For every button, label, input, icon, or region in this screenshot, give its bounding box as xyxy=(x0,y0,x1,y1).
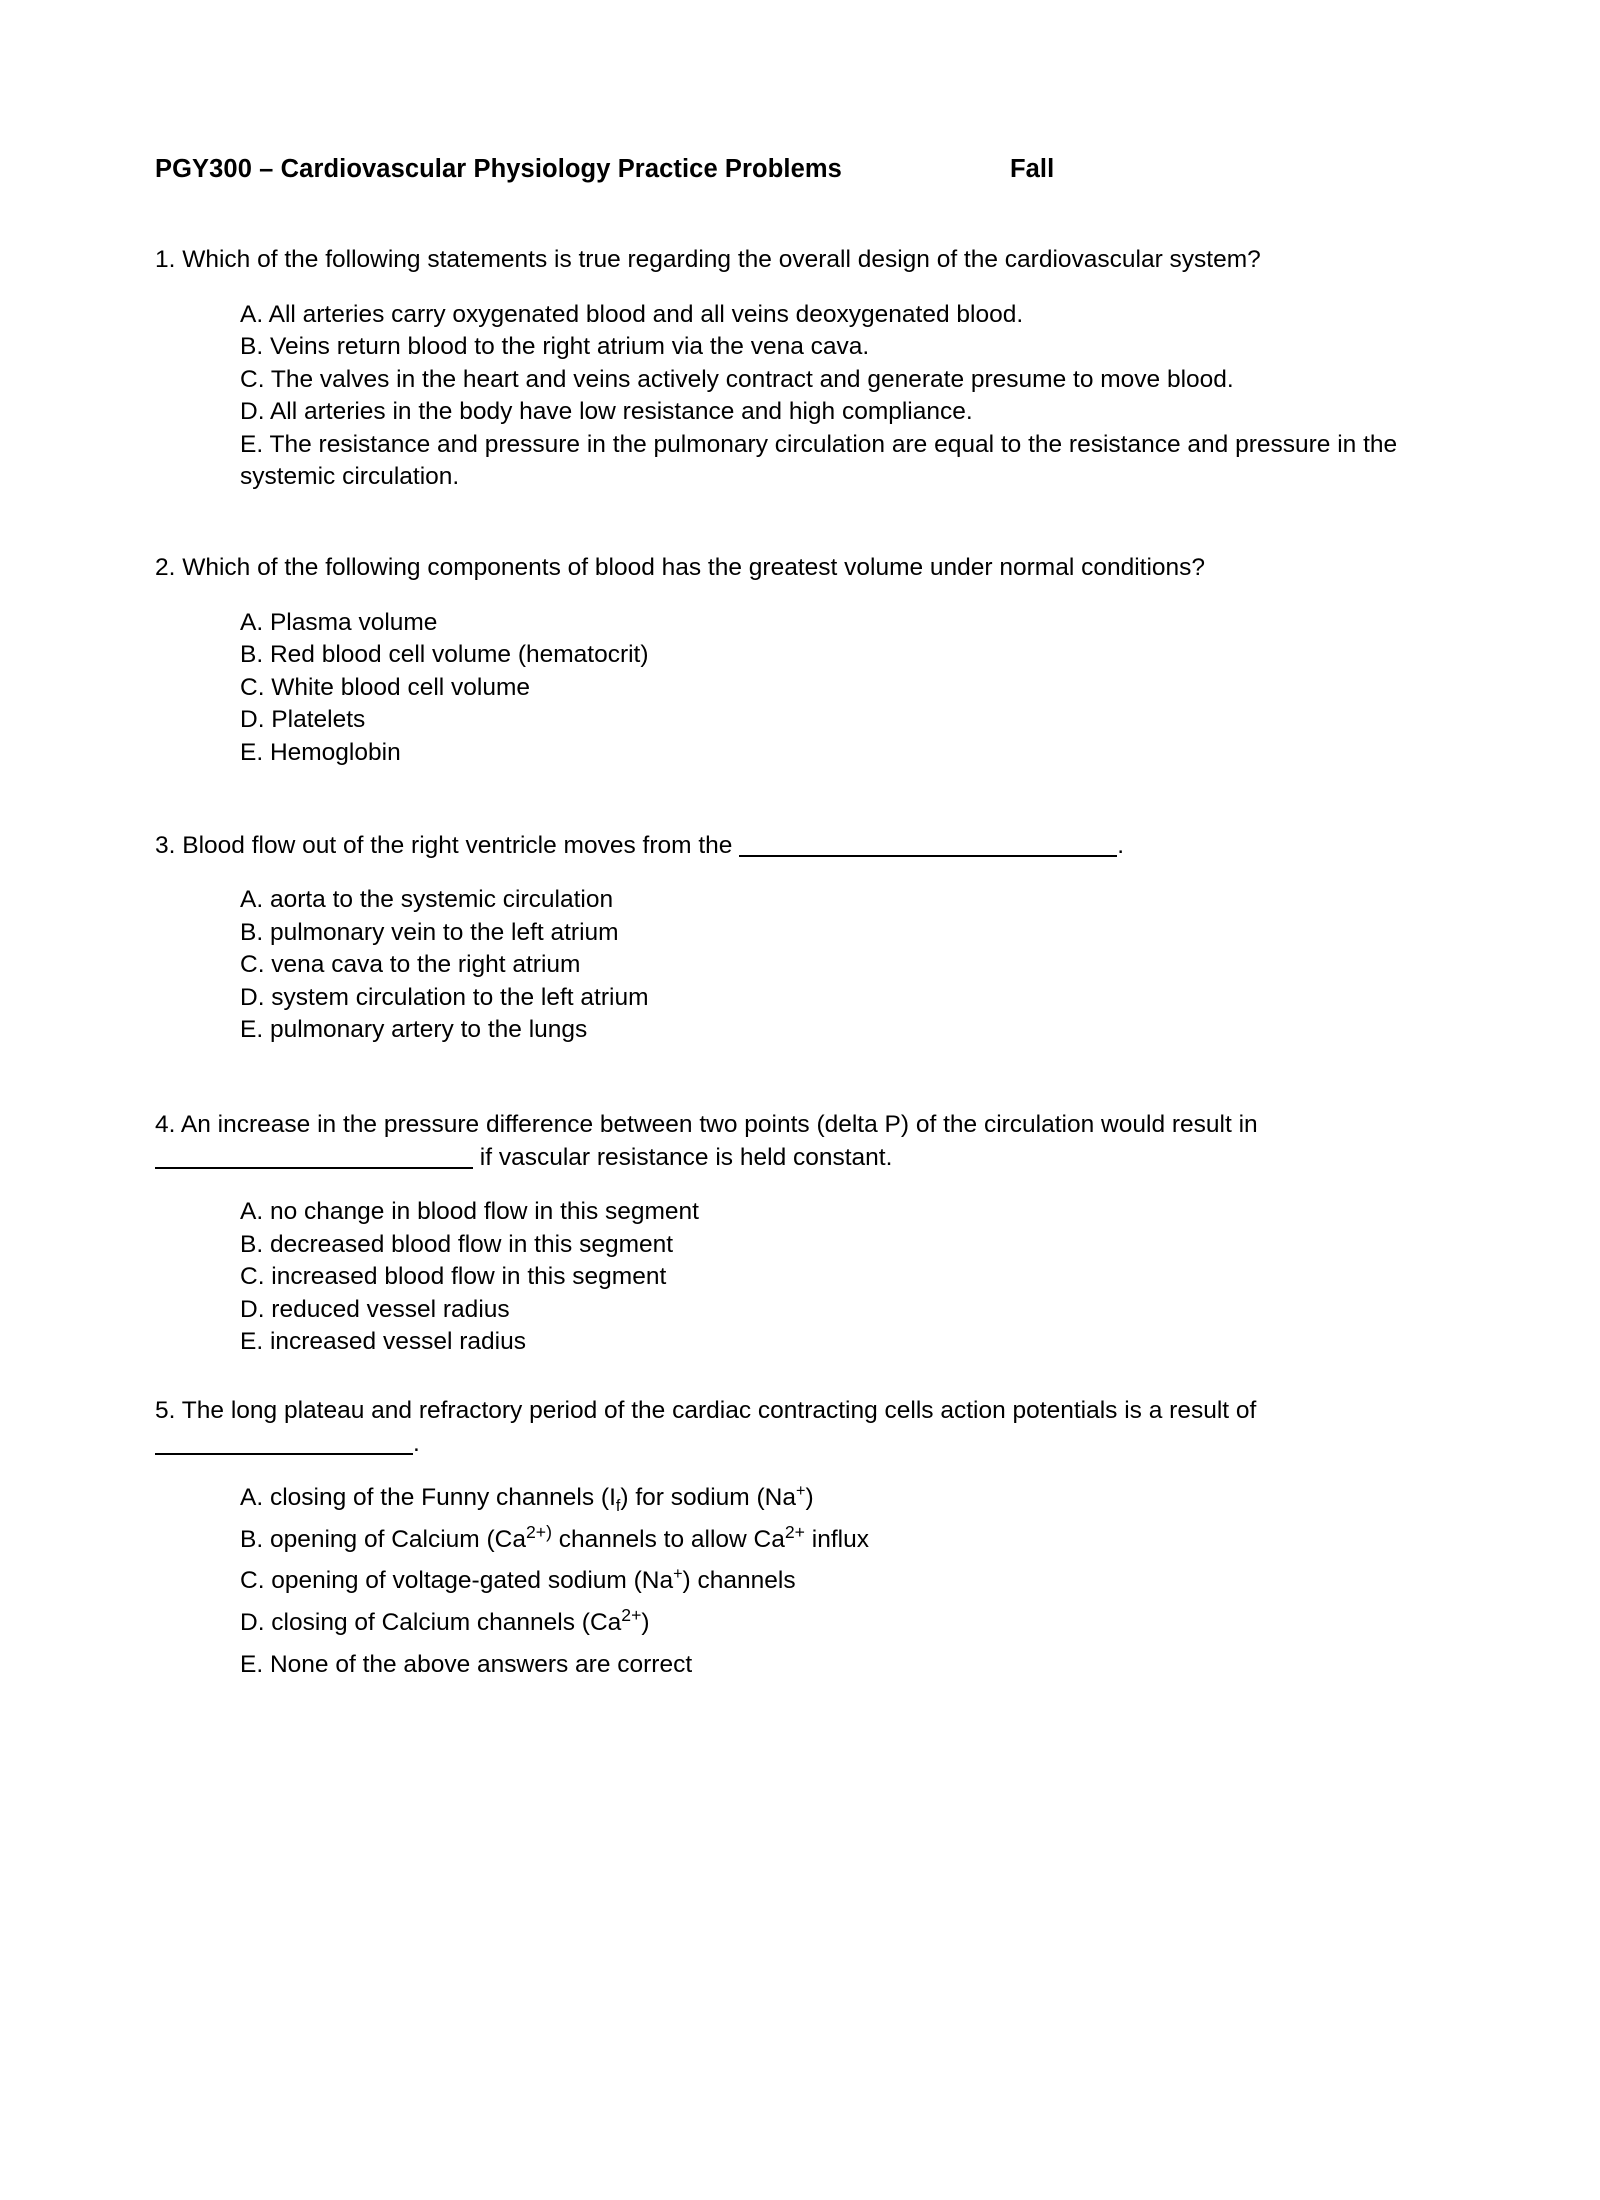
question-5-options xyxy=(155,1482,1450,1681)
option-item[interactable]: D. reduced vessel radius xyxy=(240,1295,510,1323)
question-3-options xyxy=(155,884,1450,1047)
option-item[interactable] xyxy=(240,1482,1450,1515)
option-a-text2: ) for sodium (Na xyxy=(620,1484,797,1512)
term-label: Fall xyxy=(1009,155,1055,183)
question-3-stem-end: . xyxy=(1117,831,1125,859)
option-b-tail: influx xyxy=(804,1525,869,1553)
question-2-options xyxy=(155,607,1450,770)
option-item[interactable]: D. Platelets xyxy=(240,706,366,734)
option-item[interactable]: E. Hemoglobin xyxy=(240,738,401,766)
question-4 xyxy=(155,1109,1450,1359)
option-item[interactable] xyxy=(240,1604,1450,1640)
section-gap xyxy=(155,494,1450,552)
superscript-charge: 2+) xyxy=(525,1521,552,1542)
option-a-tail: ) xyxy=(805,1484,814,1512)
superscript-charge: + xyxy=(673,1565,683,1584)
question-4-options xyxy=(155,1196,1450,1359)
option-item[interactable]: A. All arteries carry oxygenated blood and all veins deoxygenated blood. xyxy=(240,300,1024,328)
question-3-stem-text: 3. Blood flow out of the right ventricle moves from the xyxy=(155,831,740,859)
option-item[interactable]: E. pulmonary artery to the lungs xyxy=(240,1016,588,1044)
option-c-text: C. opening of voltage-gated sodium (Na xyxy=(240,1567,674,1595)
question-2 xyxy=(155,552,1450,769)
question-4-stem-text: 4. An increase in the pressure difference between two points (delta P) of the circulation would result in xyxy=(155,1110,1258,1138)
question-1-options xyxy=(155,299,1450,494)
section-gap xyxy=(155,770,1450,830)
option-item[interactable]: C. vena cava to the right atrium xyxy=(240,951,581,979)
question-5-stem-text: 5. The long plateau and refractory period of the cardiac contracting cells action potentials is a result of xyxy=(155,1397,1257,1425)
question-5 xyxy=(155,1395,1450,1681)
question-3 xyxy=(155,830,1450,1047)
option-item[interactable] xyxy=(240,1521,1450,1557)
question-5-stem-end: . xyxy=(413,1429,420,1457)
question-4-stem-end: if vascular resistance is held constant. xyxy=(473,1143,893,1171)
option-a-text: A. closing of the Funny channels (I xyxy=(240,1484,616,1512)
option-item[interactable]: C. The valves in the heart and veins actively contract and generate presume to move blood. xyxy=(240,365,1234,393)
option-c-tail: ) channels xyxy=(682,1567,796,1595)
section-gap xyxy=(155,1359,1450,1395)
fill-in-blank-4[interactable] xyxy=(155,1142,473,1169)
option-item[interactable]: D. system circulation to the left atrium xyxy=(240,983,649,1011)
superscript-charge: 2+ xyxy=(621,1604,642,1625)
option-item[interactable]: C. White blood cell volume xyxy=(240,673,531,701)
option-item[interactable]: E. The resistance and pressure in the pulmonary circulation are equal to the resistance and pressure in the systemic circulation. xyxy=(240,430,1398,491)
question-1-stem: 1. Which of the following statements is true regarding the overall design of the cardiovascular system? xyxy=(155,246,1261,273)
section-gap xyxy=(155,1047,1450,1109)
document-header xyxy=(155,155,1450,184)
option-item[interactable]: E. increased vessel radius xyxy=(240,1328,526,1356)
page-title: PGY300 – Cardiovascular Physiology Practice Problems xyxy=(155,155,842,183)
question-2-stem: 2. Which of the following components of blood has the greatest volume under normal conditions? xyxy=(155,554,1206,582)
option-b-text: B. opening of Calcium (Ca xyxy=(240,1525,526,1553)
option-item[interactable]: B. pulmonary vein to the left atrium xyxy=(240,918,619,946)
option-item[interactable]: E. None of the above answers are correct xyxy=(240,1650,693,1678)
option-b-mid: channels to allow Ca xyxy=(551,1525,785,1553)
question-3-stem xyxy=(155,830,1450,863)
option-d-tail: ) xyxy=(641,1608,650,1636)
subscript-f: f xyxy=(615,1497,621,1516)
question-5-stem xyxy=(155,1395,1450,1460)
option-item[interactable] xyxy=(240,1565,1450,1598)
option-item[interactable]: D. All arteries in the body have low resistance and high compliance. xyxy=(240,398,973,426)
fill-in-blank-3[interactable] xyxy=(739,830,1117,857)
option-item[interactable]: A. Plasma volume xyxy=(240,608,438,636)
option-item[interactable]: A. no change in blood flow in this segment xyxy=(240,1198,699,1226)
option-item[interactable]: C. increased blood flow in this segment xyxy=(240,1263,667,1291)
option-d-text: D. closing of Calcium channels (Ca xyxy=(240,1608,622,1636)
option-item[interactable]: B. Red blood cell volume (hematocrit) xyxy=(240,641,649,669)
superscript-charge: + xyxy=(796,1482,806,1501)
option-item[interactable]: B. Veins return blood to the right atrium via the vena cava. xyxy=(240,333,870,361)
question-1 xyxy=(155,244,1450,494)
option-item[interactable]: B. decreased blood flow in this segment xyxy=(240,1230,674,1258)
fill-in-blank-5[interactable] xyxy=(155,1428,413,1455)
option-item[interactable]: A. aorta to the systemic circulation xyxy=(240,886,614,914)
question-4-stem xyxy=(155,1109,1450,1174)
superscript-charge: 2+ xyxy=(784,1521,805,1542)
